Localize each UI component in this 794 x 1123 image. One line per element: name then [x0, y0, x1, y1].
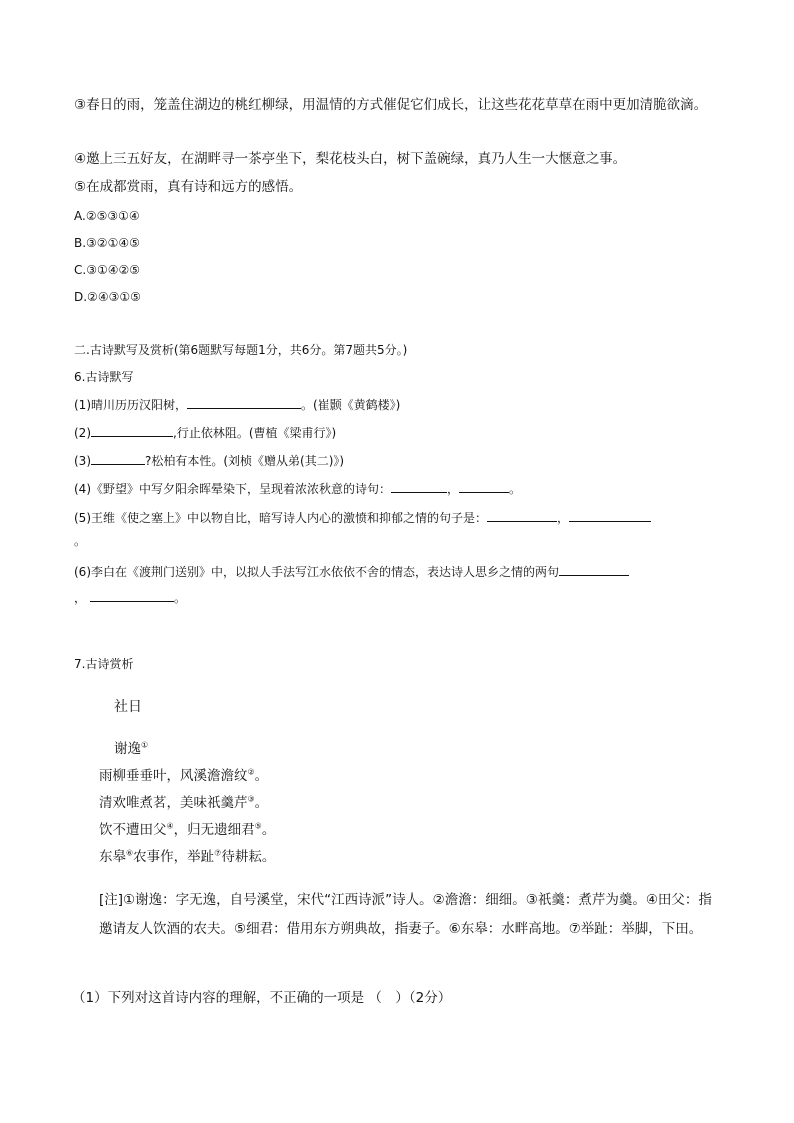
- q6-item-5: [74, 508, 651, 527]
- option-a: A.②⑤③①④: [74, 209, 140, 223]
- q7-title: 7.古诗赏析: [74, 657, 134, 671]
- poem-line-1-note: ②: [247, 767, 255, 777]
- q6-item-3-pre: (3): [74, 454, 91, 468]
- poem-author: [114, 740, 148, 758]
- q7-sub-1: （1）下列对这首诗内容的理解，不正确的一项是 （ ）（2分）: [72, 990, 452, 1006]
- q6-item-4-pre: (4)《野望》中写夕阳余晖晕染下，呈现着浓浓秋意的诗句：: [74, 482, 392, 496]
- q6-item-4-blank-1[interactable]: [391, 479, 447, 493]
- q6-item-1: [74, 395, 400, 414]
- q6-item-1-pre: (1)晴川历历汉阳树，: [74, 398, 187, 412]
- q6-item-3: [74, 451, 344, 470]
- sentence-5: ⑤在成都赏雨，真有诗和远方的感悟。: [74, 179, 303, 195]
- poem-author-name: 谢逸: [114, 741, 141, 757]
- q6-item-2-post: ,行止依林阻。(曹植《梁甫行》): [173, 426, 337, 440]
- q6-item-1-post: 。(崔颢《黄鹤楼》): [301, 398, 401, 412]
- section-heading: 二.古诗默写及赏析(第6题默写每题1分，共6分。第7题共5分。): [74, 343, 408, 357]
- poem-line-2-end: 。: [254, 795, 269, 811]
- q6-item-4-mid: ，: [447, 482, 460, 496]
- poem-line-3-note-b: ⑤: [254, 821, 262, 831]
- poem-line-2-note: ③: [247, 794, 255, 804]
- q6-item-5-blank-1[interactable]: [487, 508, 557, 522]
- poem-line-3-text-a: 饮不遭田父: [99, 822, 167, 838]
- q6-item-2: [74, 423, 336, 442]
- poem-title: 社日: [114, 699, 142, 715]
- q6-item-2-blank[interactable]: [91, 423, 173, 437]
- q6-item-6: [74, 562, 629, 581]
- poem-line-2: [99, 794, 268, 812]
- q6-item-6-blank-1[interactable]: [559, 562, 629, 576]
- poem-line-3-text-b: ，归无遗细君: [173, 822, 255, 838]
- q6-item-4-post: 。: [509, 482, 522, 496]
- poem-line-1-end: 。: [254, 768, 269, 784]
- poem-annotation: [注]①谢逸：字无逸，自号溪堂，宋代“江西诗派”诗人。②澹澹：细细。③祇羹：煮芹为羹。④田父：指邀请友人饮酒的农夫。⑤细君：借用东方朔典故，指妻子。⑥东皋：水畔高地。⑦举趾：举脚，下田。: [99, 892, 712, 937]
- poem-line-4-note-a: ⑥: [126, 848, 134, 858]
- poem-line-1-text: 雨柳垂垂叶，风溪澹澹纹: [99, 768, 248, 784]
- poem-line-4-text-a: 东皋: [99, 849, 126, 865]
- q6-item-4: [74, 479, 521, 498]
- sentence-3: ③春日的雨，笼盖住湖边的桃红柳绿，用温情的方式催促它们成长，让这些花花草草在雨中更加清脆欲滴。: [74, 97, 708, 113]
- poem-line-4: [99, 848, 275, 866]
- poem-line-4-end: 待耕耘。: [221, 849, 276, 865]
- option-b: B.③②①④⑤: [74, 236, 140, 250]
- q6-item-4-blank-2[interactable]: [459, 479, 509, 493]
- poem-line-3-end: 。: [261, 822, 276, 838]
- q6-item-1-blank[interactable]: [187, 395, 301, 409]
- q6-item-6-pre: (6)李白在《渡荆门送别》中，以拟人手法写江水依依不舍的情态，表达诗人思乡之情的两句: [74, 565, 560, 579]
- option-d: D.②④③①⑤: [74, 290, 141, 304]
- q6-item-6-cont-pre: ，: [74, 591, 87, 605]
- q6-item-3-post: ?松柏有本性。(刘桢《赠从弟(其二)》): [145, 454, 345, 468]
- poem-line-3-note-a: ④: [166, 821, 174, 831]
- poem-author-note: ①: [141, 740, 149, 750]
- poem-line-1: [99, 767, 268, 785]
- q6-item-6-post: 。: [174, 591, 187, 605]
- q6-item-5-blank-2[interactable]: [569, 508, 651, 522]
- q6-item-6-cont: [74, 588, 186, 607]
- q6-item-6-blank-2[interactable]: [90, 588, 174, 602]
- poem-line-4-text-b: 农事作，举趾: [133, 849, 215, 865]
- poem-line-4-note-b: ⑦: [214, 848, 222, 858]
- q6-item-5-pre: (5)王维《使之塞上》中以物自比，暗写诗人内心的激愤和抑郁之情的句子是：: [74, 511, 488, 525]
- q6-item-5-cont: 。: [74, 534, 87, 548]
- q6-item-2-pre: (2): [74, 426, 91, 440]
- sentence-4: ④邀上三五好友，在湖畔寻一茶亭坐下，梨花枝头白，树下盖碗绿，真乃人生一大惬意之事。: [74, 151, 627, 167]
- poem-line-3: [99, 821, 275, 839]
- q6-item-3-blank[interactable]: [91, 451, 145, 465]
- q6-title: 6.古诗默写: [74, 370, 134, 384]
- poem-line-2-text: 清欢唯煮茗，美味祇羹芹: [99, 795, 248, 811]
- q6-item-5-mid: ，: [557, 511, 570, 525]
- option-c: C.③①④②⑤: [74, 263, 140, 277]
